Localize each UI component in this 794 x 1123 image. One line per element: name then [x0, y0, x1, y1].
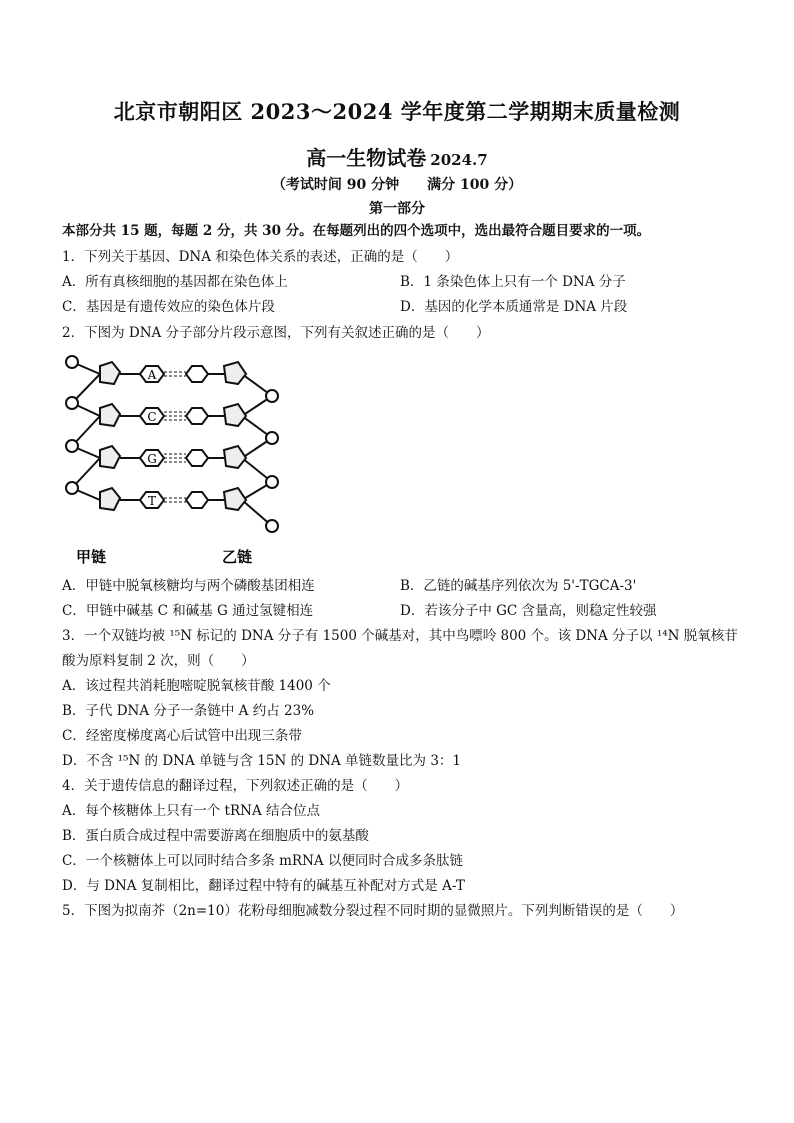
question-4-option-b: B．蛋白质合成过程中需要游离在细胞质中的氨基酸	[62, 828, 369, 844]
base-pair-row-3	[100, 446, 246, 468]
exam-info: （考试时间 90 分钟 满分 100 分）	[271, 177, 523, 193]
phosphate-icon	[266, 476, 278, 488]
question-4-option-a: A．每个核糖体上只有一个 tRNA 结合位点	[62, 803, 320, 819]
phosphate-icon	[266, 390, 278, 402]
question-3-option-d: D．不含 ¹⁵N 的 DNA 单链与含 15N 的 DNA 单链数量比为 3：1	[62, 753, 462, 769]
question-2-stem: 2．下图为 DNA 分子部分片段示意图，下列有关叙述正确的是（ ）	[62, 325, 490, 341]
deoxyribose-icon	[100, 362, 120, 384]
phosphate-icon	[266, 520, 278, 532]
right-chain-label: 乙链	[222, 548, 253, 566]
question-1-stem: 1．下列关于基因、DNA 和染色体关系的表述，正确的是（ ）	[62, 249, 459, 265]
base-label-a: A	[147, 368, 157, 382]
exam-title: 北京市朝阳区 2023～2024 学年度第二学期期末质量检测	[113, 99, 681, 124]
base-pair-row-4	[100, 488, 246, 510]
question-2-option-c: C．甲链中碱基 C 和碱基 G 通过氢键相连	[62, 603, 314, 619]
exam-date: 2024.7	[430, 151, 488, 169]
phosphate-icon	[66, 397, 78, 409]
question-1-option-a: A．所有真核细胞的基因都在染色体上	[62, 274, 288, 290]
deoxyribose-icon	[100, 404, 120, 426]
left-chain-label: 甲链	[76, 548, 107, 566]
question-3-stem-line-2: 酸为原料复制 2 次，则（ ）	[62, 653, 255, 669]
base-pair-row-2	[100, 404, 246, 426]
dna-diagram	[62, 348, 292, 570]
exam-subtitle	[0, 142, 794, 171]
phosphate-icon	[66, 356, 78, 368]
base-label-c: C	[147, 410, 157, 424]
phosphate-icon	[66, 440, 78, 452]
question-4-option-d: D．与 DNA 复制相比，翻译过程中特有的碱基互补配对方式是 A-T	[62, 878, 465, 894]
left-phosphates	[66, 356, 78, 494]
base-label-g: G	[147, 452, 157, 466]
question-2-option-d: D．若该分子中 GC 含量高，则稳定性较强	[400, 603, 657, 619]
deoxyribose-icon	[224, 488, 246, 510]
question-4-option-c: C．一个核糖体上可以同时结合多条 mRNA 以便同时合成多条肽链	[62, 853, 463, 869]
left-backbone	[72, 362, 100, 500]
section-instructions: 本部分共 15 题，每题 2 分，共 30 分。在每题列出的四个选项中，选出最符合题目要求的一项。	[62, 223, 651, 239]
question-3-stem-line-1: 3．一个双链均被 ¹⁵N 标记的 DNA 分子有 1500 个碱基对，其中鸟嘌呤 800 个。该 DNA 分子以 ¹⁴N 脱氧核苷	[62, 628, 738, 644]
question-1-option-d: D．基因的化学本质通常是 DNA 片段	[400, 299, 628, 315]
base-pair-row-1	[100, 362, 246, 384]
question-3-option-a: A．该过程共消耗胞嘧啶脱氧核苷酸 1400 个	[62, 678, 331, 694]
question-2-option-b: B．乙链的碱基序列依次为 5'-TGCA-3'	[400, 578, 637, 594]
subject-title: 高一生物试卷	[306, 146, 427, 170]
phosphate-icon	[66, 482, 78, 494]
phosphate-icon	[266, 432, 278, 444]
deoxyribose-icon	[100, 446, 120, 468]
question-2-option-a: A．甲链中脱氧核糖均与两个磷酸基团相连	[62, 578, 315, 594]
question-3-option-c: C．经密度梯度离心后试管中出现三条带	[62, 728, 302, 744]
deoxyribose-icon	[100, 488, 120, 510]
question-1-option-c: C．基因是有遗传效应的染色体片段	[62, 299, 275, 315]
base-label-t: T	[147, 494, 157, 508]
question-4-stem: 4．关于遗传信息的翻译过程，下列叙述正确的是（ ）	[62, 778, 409, 794]
deoxyribose-icon	[224, 446, 246, 468]
deoxyribose-icon	[224, 404, 246, 426]
question-1-option-b: B．1 条染色体上只有一个 DNA 分子	[400, 274, 626, 290]
question-5-stem: 5．下图为拟南芥（2n=10）花粉母细胞减数分裂过程不同时期的显微照片。下列判断错误的是（ ）	[62, 903, 684, 919]
section-heading: 第一部分	[369, 201, 425, 217]
deoxyribose-icon	[224, 362, 246, 384]
question-3-option-b: B．子代 DNA 分子一条链中 A 约占 23%	[62, 703, 315, 719]
right-phosphates	[266, 390, 278, 532]
